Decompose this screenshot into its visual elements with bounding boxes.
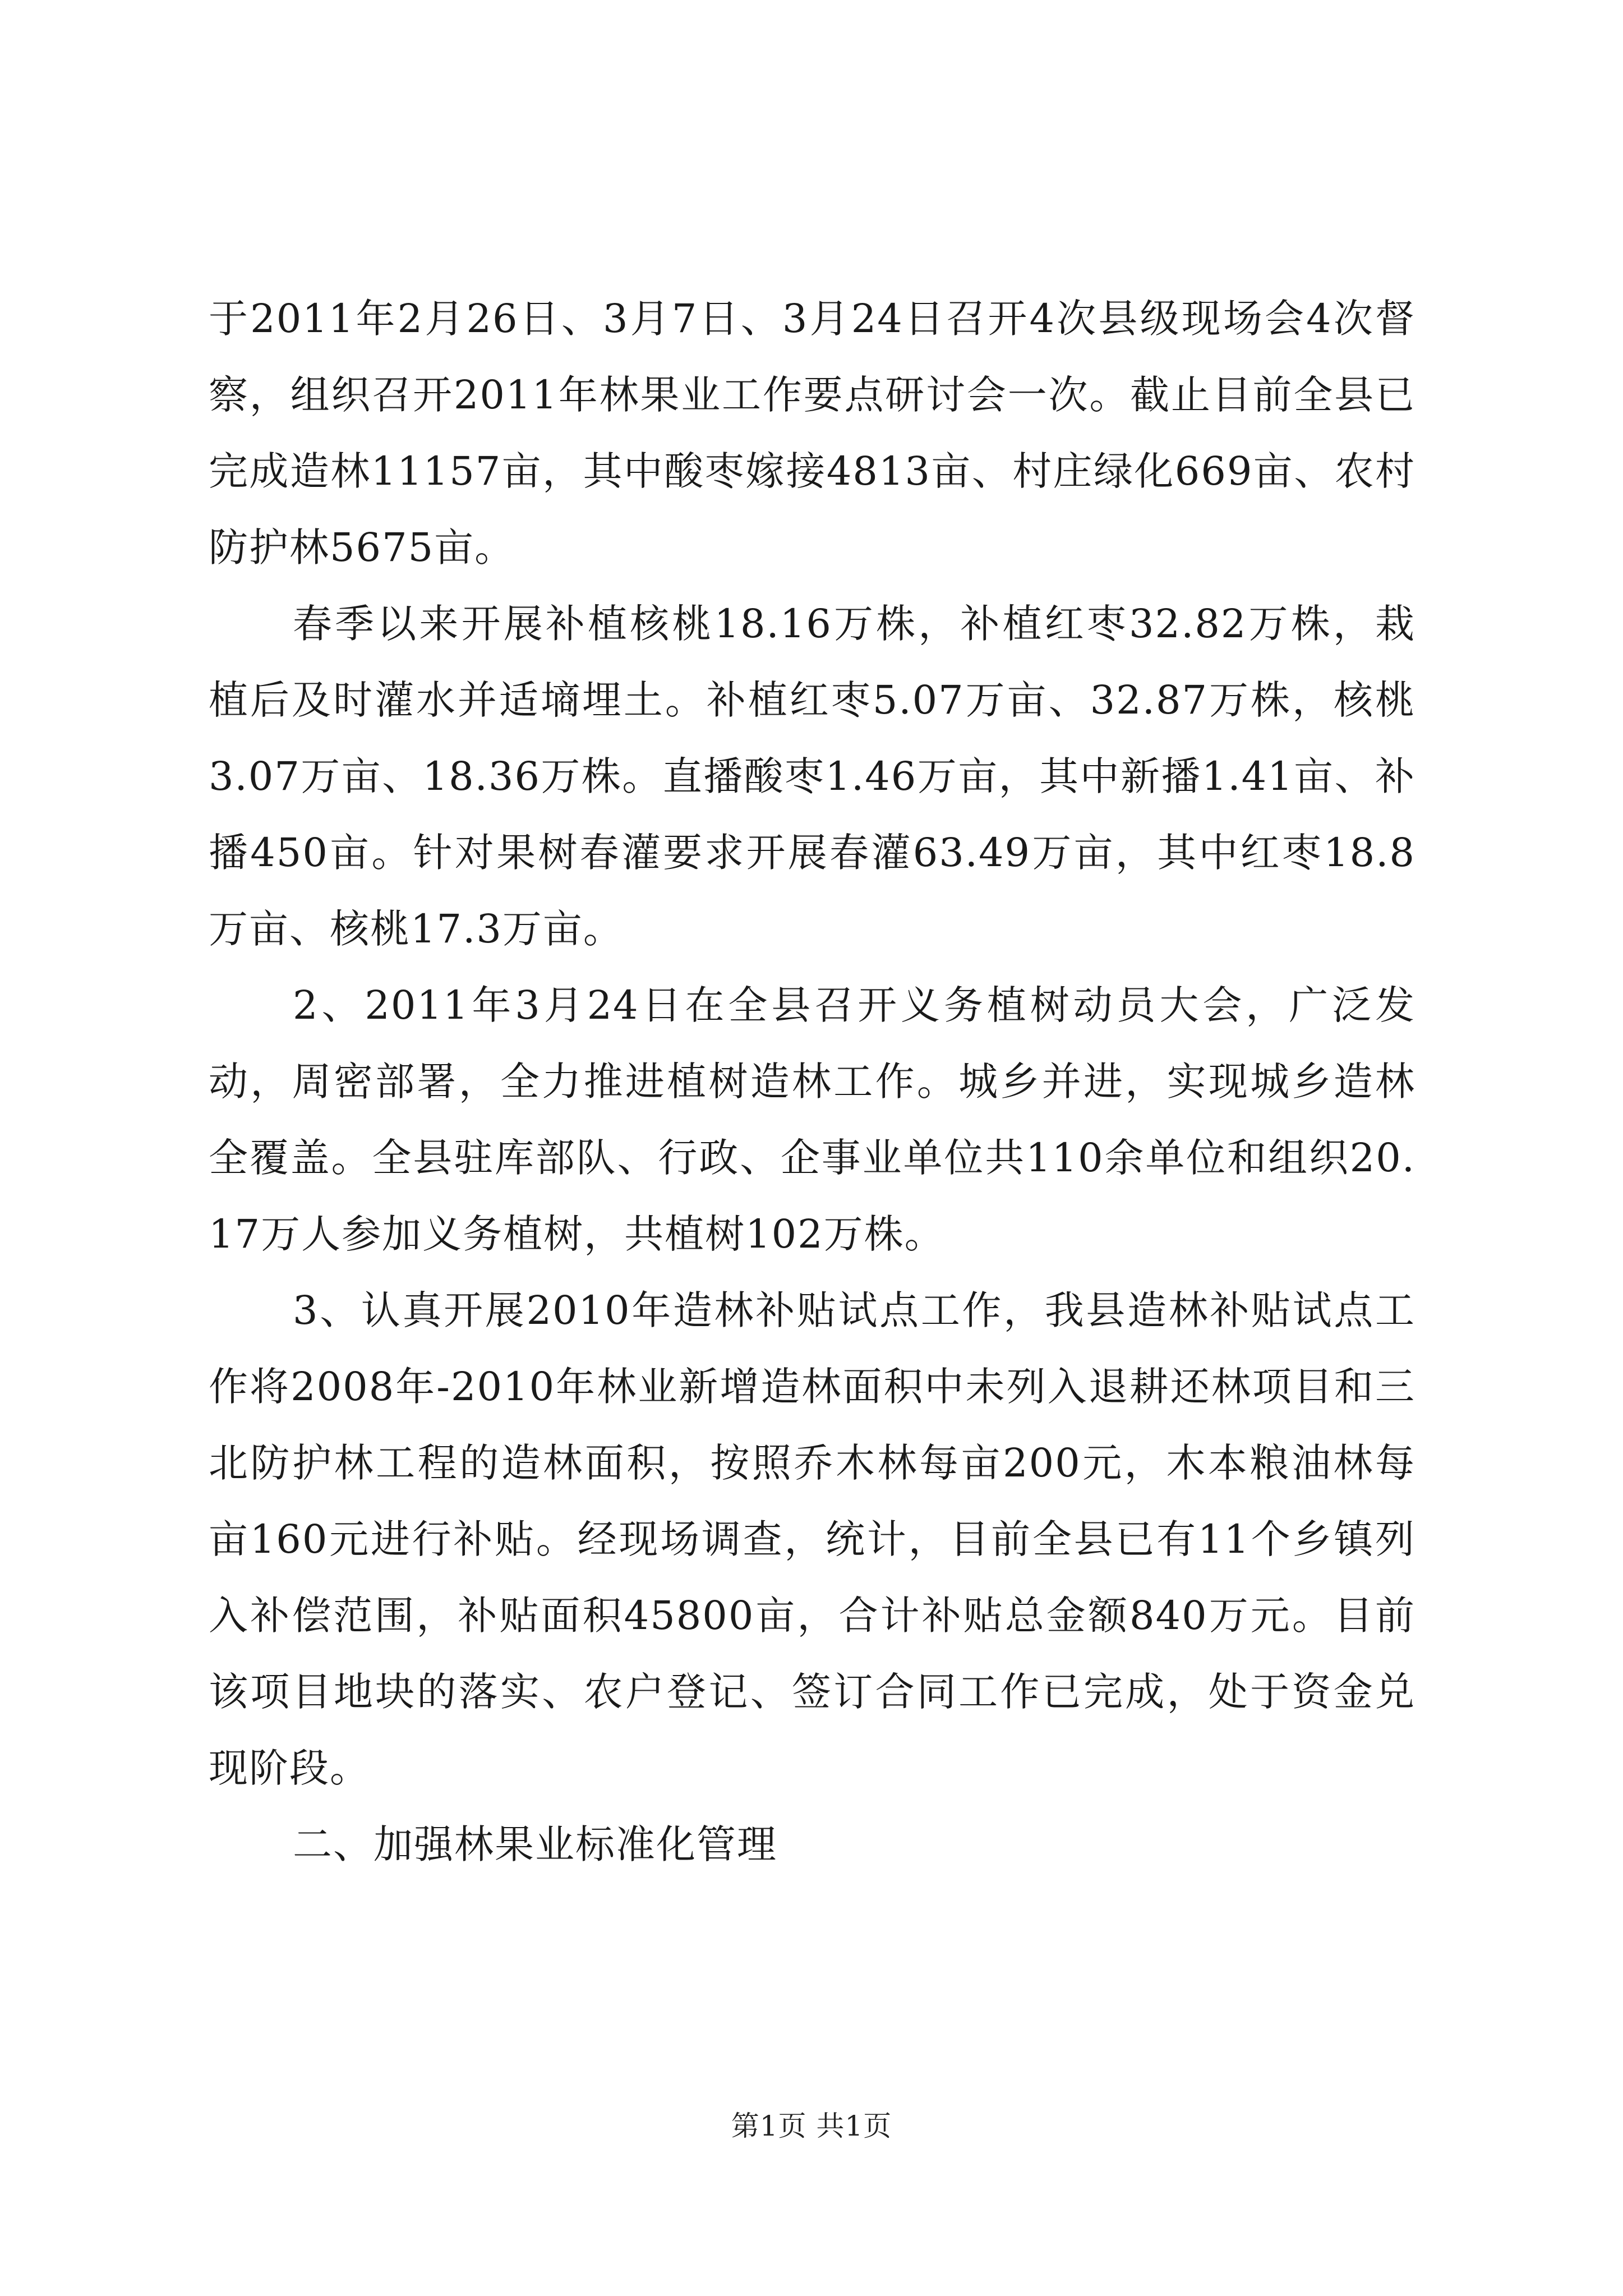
paragraph-2: 春季以来开展补植核桃18.16万株，补植红枣32.82万株，栽植后及时灌水并适墒埋土。补植红枣5.07万亩、32.87万株，核桃3.07万亩、18.36万株。直播酸枣1.46万亩，其中新播1.41亩、补播450亩。针对果树春灌要求开展春灌63.49万亩，其中红枣18.8万亩、核桃17.3万亩。 — [209, 601, 1415, 952]
paragraph-4: 3、认真开展2010年造林补贴试点工作，我县造林补贴试点工作将2008年-2010年林业新增造林面积中未列入退耕还林项目和三北防护林工程的造林面积，按照乔木林每亩200元，木本粮油林每亩160元进行补贴。经现场调查，统计，目前全县已有11个乡镇列入补偿范围，补贴面积45800亩，合计补贴总金额840万元。目前该项目地块的落实、农户登记、签订合同工作已完成，处于资金兑现阶段。 — [209, 1287, 1415, 1791]
paragraph-1: 于2011年2月26日、3月7日、3月24日召开4次县级现场会4次督察，组织召开2011年林果业工作要点研讨会一次。截止目前全县已完成造林11157亩，其中酸枣嫁接4813亩、村庄绿化669亩、农村防护林5675亩。 — [209, 296, 1415, 570]
paragraph-3: 2、2011年3月24日在全县召开义务植树动员大会，广泛发动，周密部署，全力推进植树造林工作。城乡并进，实现城乡造林全覆盖。全县驻库部队、行政、企事业单位共110余单位和组织20.17万人参加义务植树，共植树102万株。 — [209, 982, 1415, 1257]
document-body — [209, 280, 1415, 1883]
page-number-footer: 第1页 共1页 — [731, 2110, 892, 2142]
section-heading: 二、加强林果业标准化管理 — [293, 1821, 777, 1867]
